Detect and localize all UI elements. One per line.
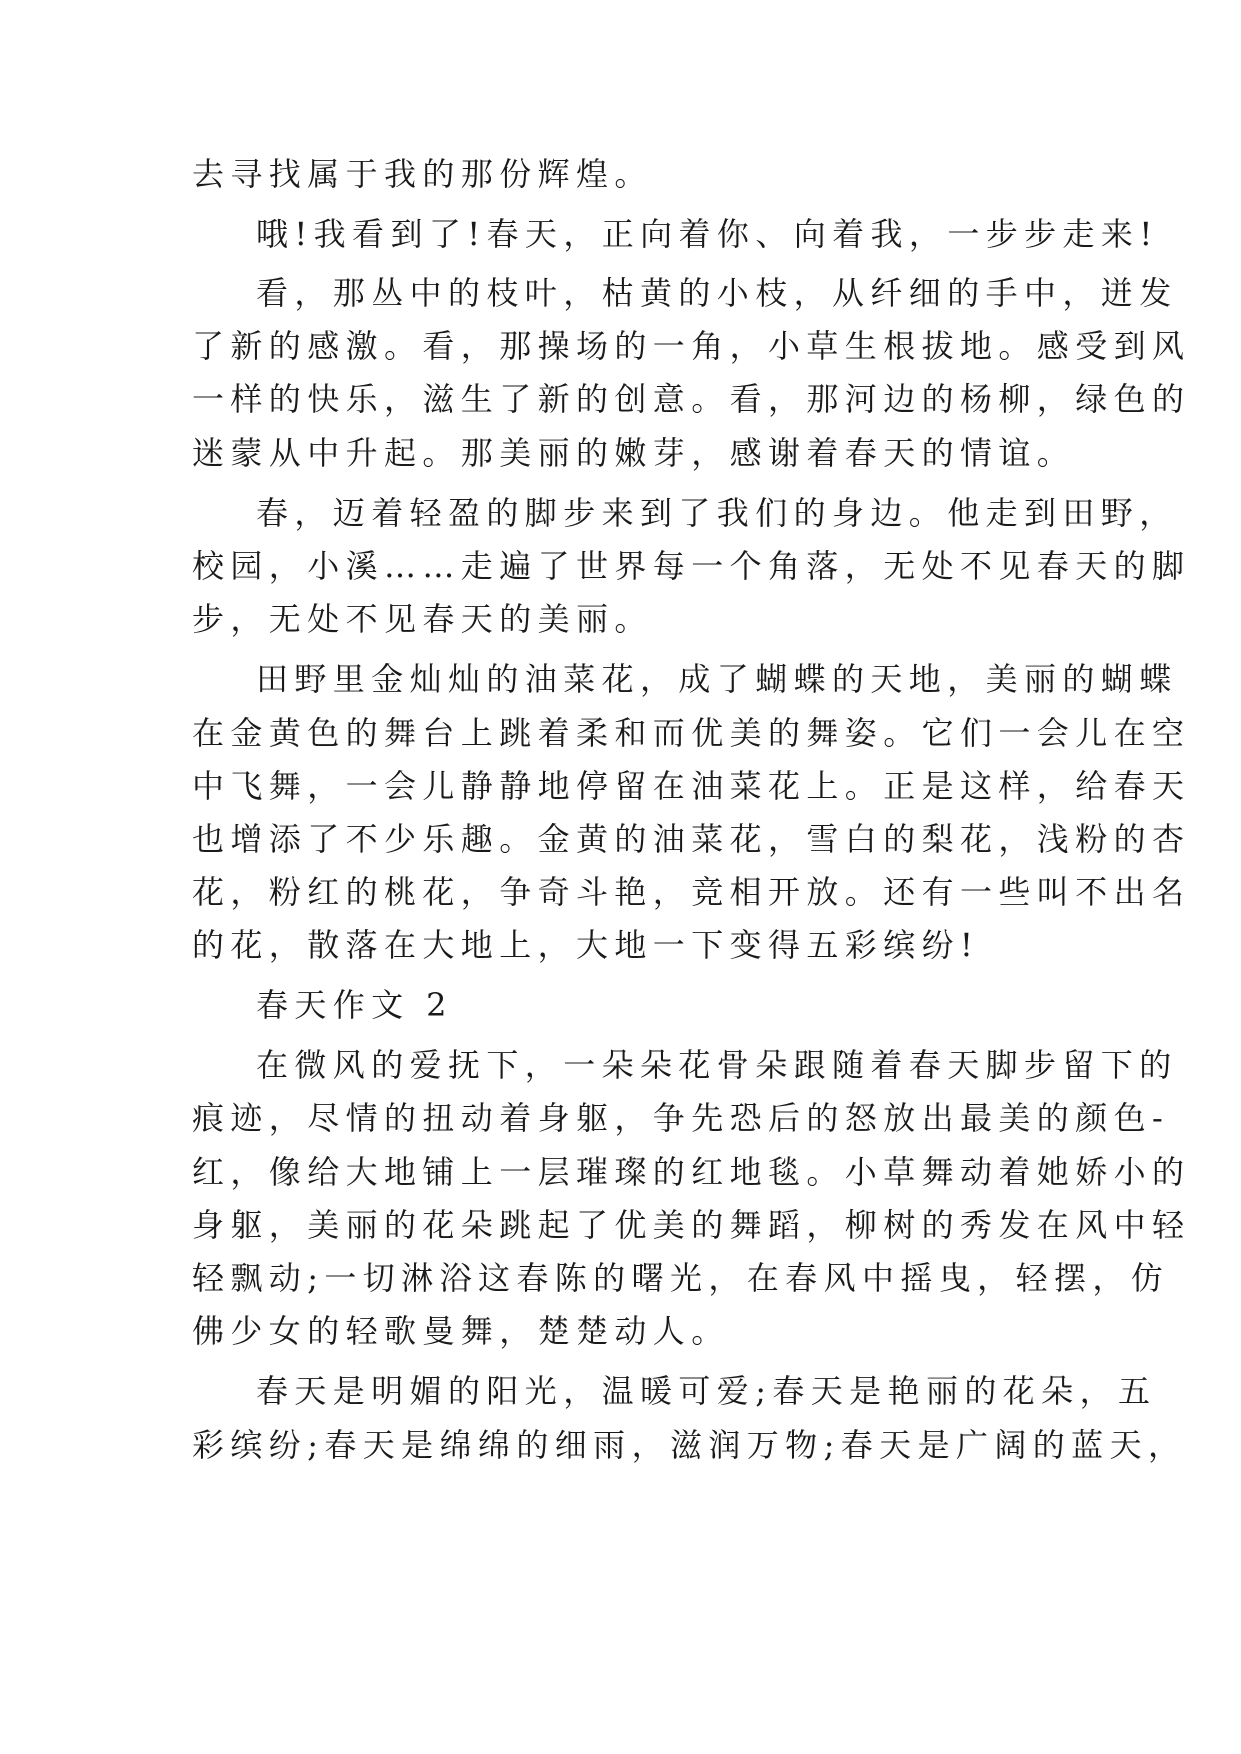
text-line: 轻飘动;一切淋浴这春陈的曙光，在春风中摇曳，轻摆，仿 [192, 1259, 1170, 1297]
text-line: 在金黄色的舞台上跳着柔和而优美的舞姿。它们一会儿在空 [192, 714, 1191, 752]
text-line: 彩缤纷;春天是绵绵的细雨，滋润万物;春天是广阔的蓝天， [192, 1426, 1187, 1464]
text-line: 中飞舞，一会儿静静地停留在油菜花上。正是这样，给春天 [192, 767, 1191, 805]
text-line: 看，那丛中的枝叶，枯黄的小枝，从纤细的手中，迸发 [256, 274, 1178, 312]
text-line: 去寻找属于我的那份辉煌。 [192, 155, 653, 193]
text-line: 迷蒙从中升起。那美丽的嫩芽，感谢着春天的情谊。 [192, 434, 1076, 472]
text-line: 一样的快乐，滋生了新的创意。看，那河边的杨柳，绿色的 [192, 380, 1191, 418]
text-line: 的花，散落在大地上，大地一下变得五彩缤纷! [192, 926, 980, 964]
text-line: 田野里金灿灿的油菜花，成了蝴蝶的天地，美丽的蝴蝶 [256, 660, 1178, 698]
text-line: 步，无处不见春天的美丽。 [192, 600, 653, 638]
text-line: 花，粉红的桃花，争奇斗艳，竞相开放。还有一些叫不出名 [192, 873, 1191, 911]
text-line: 也增添了不少乐趣。金黄的油菜花，雪白的梨花，浅粉的杏 [192, 820, 1191, 858]
text-line: 身躯，美丽的花朵跳起了优美的舞蹈，柳树的秀发在风中轻 [192, 1206, 1191, 1244]
text-line: 在微风的爱抚下，一朵朵花骨朵跟随着春天脚步留下的 [256, 1046, 1178, 1084]
section-heading: 春天作文 2 [256, 986, 453, 1024]
text-line: 哦!我看到了!春天，正向着你、向着我，一步步走来! [256, 215, 1159, 253]
text-line: 红，像给大地铺上一层璀璨的红地毯。小草舞动着她娇小的 [192, 1153, 1191, 1191]
text-line: 春天是明媚的阳光，温暖可爱;春天是艳丽的花朵，五 [256, 1372, 1157, 1410]
text-line: 了新的感激。看，那操场的一角，小草生根拔地。感受到风 [192, 327, 1191, 365]
text-line: 佛少女的轻歌曼舞，楚楚动人。 [192, 1312, 730, 1350]
text-line: 痕迹，尽情的扭动着身躯，争先恐后的怒放出最美的颜色- [192, 1099, 1170, 1137]
text-line: 春，迈着轻盈的脚步来到了我们的身边。他走到田野， [256, 494, 1178, 532]
text-line: 校园，小溪……走遍了世界每一个角落，无处不见春天的脚 [192, 547, 1191, 585]
